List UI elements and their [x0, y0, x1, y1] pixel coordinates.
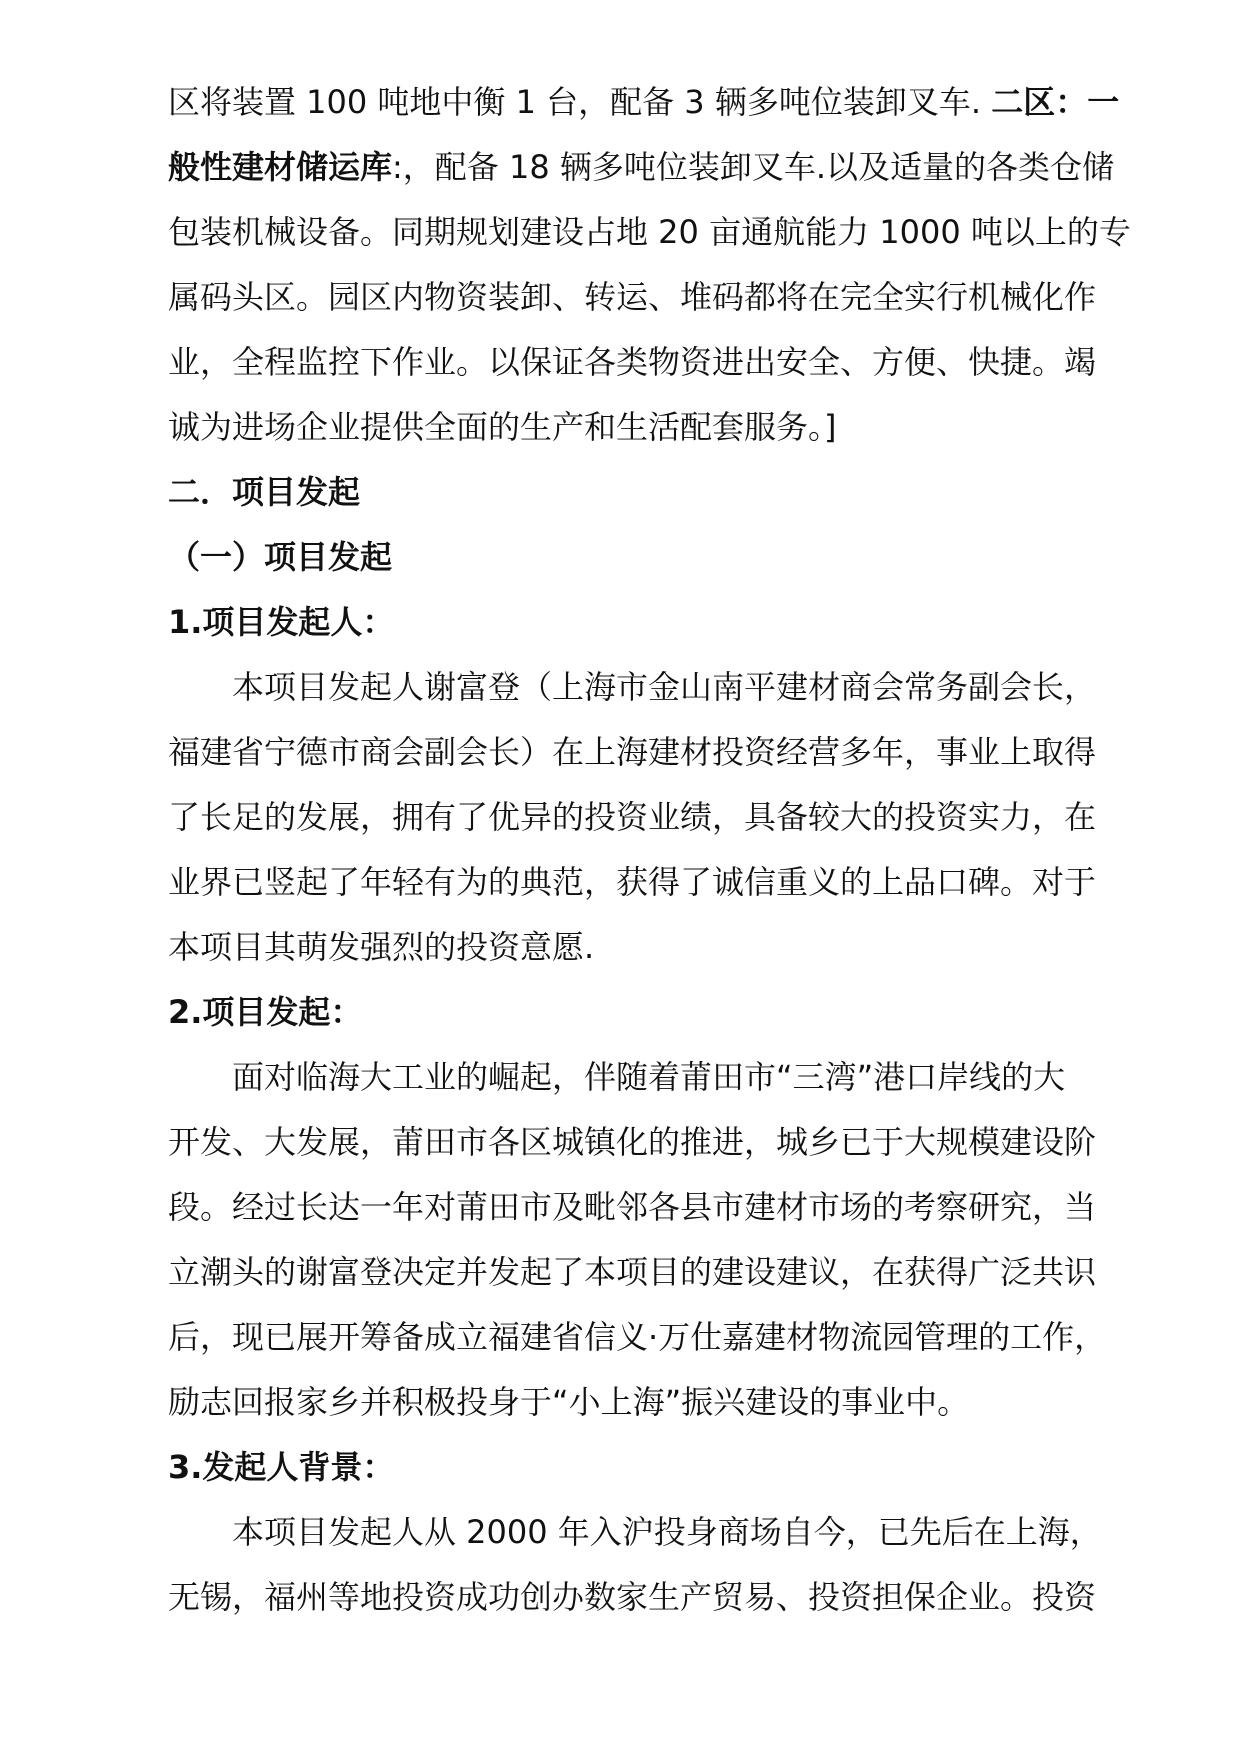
paragraph-line: 包装机械设备。同期规划建设占地 20 亩通航能力 1000 吨以上的专: [168, 213, 1131, 251]
section-heading: 二．项目发起: [168, 473, 361, 511]
paragraph-line: 业，全程监控下作业。以保证各类物资进出安全、方便、快捷。竭: [168, 343, 1097, 381]
bold-text-run: 般性建材储运库: [168, 148, 393, 186]
item-heading: 3.发起人背景：: [168, 1448, 395, 1486]
text-run: 区将装置 100 吨地中衡 1 台，配备 3 辆多吨位装卸叉车.: [168, 83, 992, 121]
document-page: [168, 70, 1158, 1630]
paragraph-line: 诚为进场企业提供全面的生产和生活配套服务。]: [168, 408, 837, 446]
paragraph-line: 本项目发起人从 2000 年入沪投身商场自今，已先后在上海，: [232, 1513, 1102, 1551]
paragraph-line: [168, 70, 1158, 135]
paragraph-line: 开发、大发展，莆田市各区城镇化的推进，城乡已于大规模建设阶: [168, 1123, 1097, 1161]
paragraph-line: 励志回报家乡并积极投身于“小上海”振兴建设的事业中。: [168, 1383, 970, 1421]
paragraph-line: [168, 135, 1158, 200]
item-heading: 2.项目发起：: [168, 993, 363, 1031]
paragraph-line: 本项目发起人谢富登（上海市金山南平建材商会常务副会长，: [232, 668, 1097, 706]
paragraph-line: 福建省宁德市商会副会长）在上海建材投资经营多年，事业上取得: [168, 733, 1097, 771]
paragraph-line: 了长足的发展，拥有了优异的投资业绩，具备较大的投资实力，在: [168, 798, 1097, 836]
paragraph-line: 立潮头的谢富登决定并发起了本项目的建设建议，在获得广泛共识: [168, 1253, 1097, 1291]
paragraph-line: 本项目其萌发强烈的投资意愿.: [168, 928, 595, 966]
bold-text-run: 二区：一: [991, 83, 1120, 121]
paragraph-line: 面对临海大工业的崛起，伴随着莆田市“三湾”港口岸线的大: [232, 1058, 1066, 1096]
text-run: :，配备 18 辆多吨位装卸叉车.以及适量的各类仓储: [392, 148, 1115, 186]
paragraph-line: 无锡，福州等地投资成功创办数家生产贸易、投资担保企业。投资: [168, 1578, 1097, 1616]
subsection-heading: （一）项目发起: [168, 538, 393, 576]
paragraph-line: 业界已竖起了年轻有为的典范，获得了诚信重义的上品口碑。对于: [168, 863, 1097, 901]
paragraph-line: 属码头区。园区内物资装卸、转运、堆码都将在完全实行机械化作: [168, 278, 1097, 316]
item-heading: 1.项目发起人：: [168, 603, 395, 641]
paragraph-line: 段。经过长达一年对莆田市及毗邻各县市建材市场的考察研究，当: [168, 1188, 1097, 1226]
paragraph-line: 后，现已展开筹备成立福建省信义·万仕嘉建材物流园管理的工作，: [168, 1318, 1107, 1356]
